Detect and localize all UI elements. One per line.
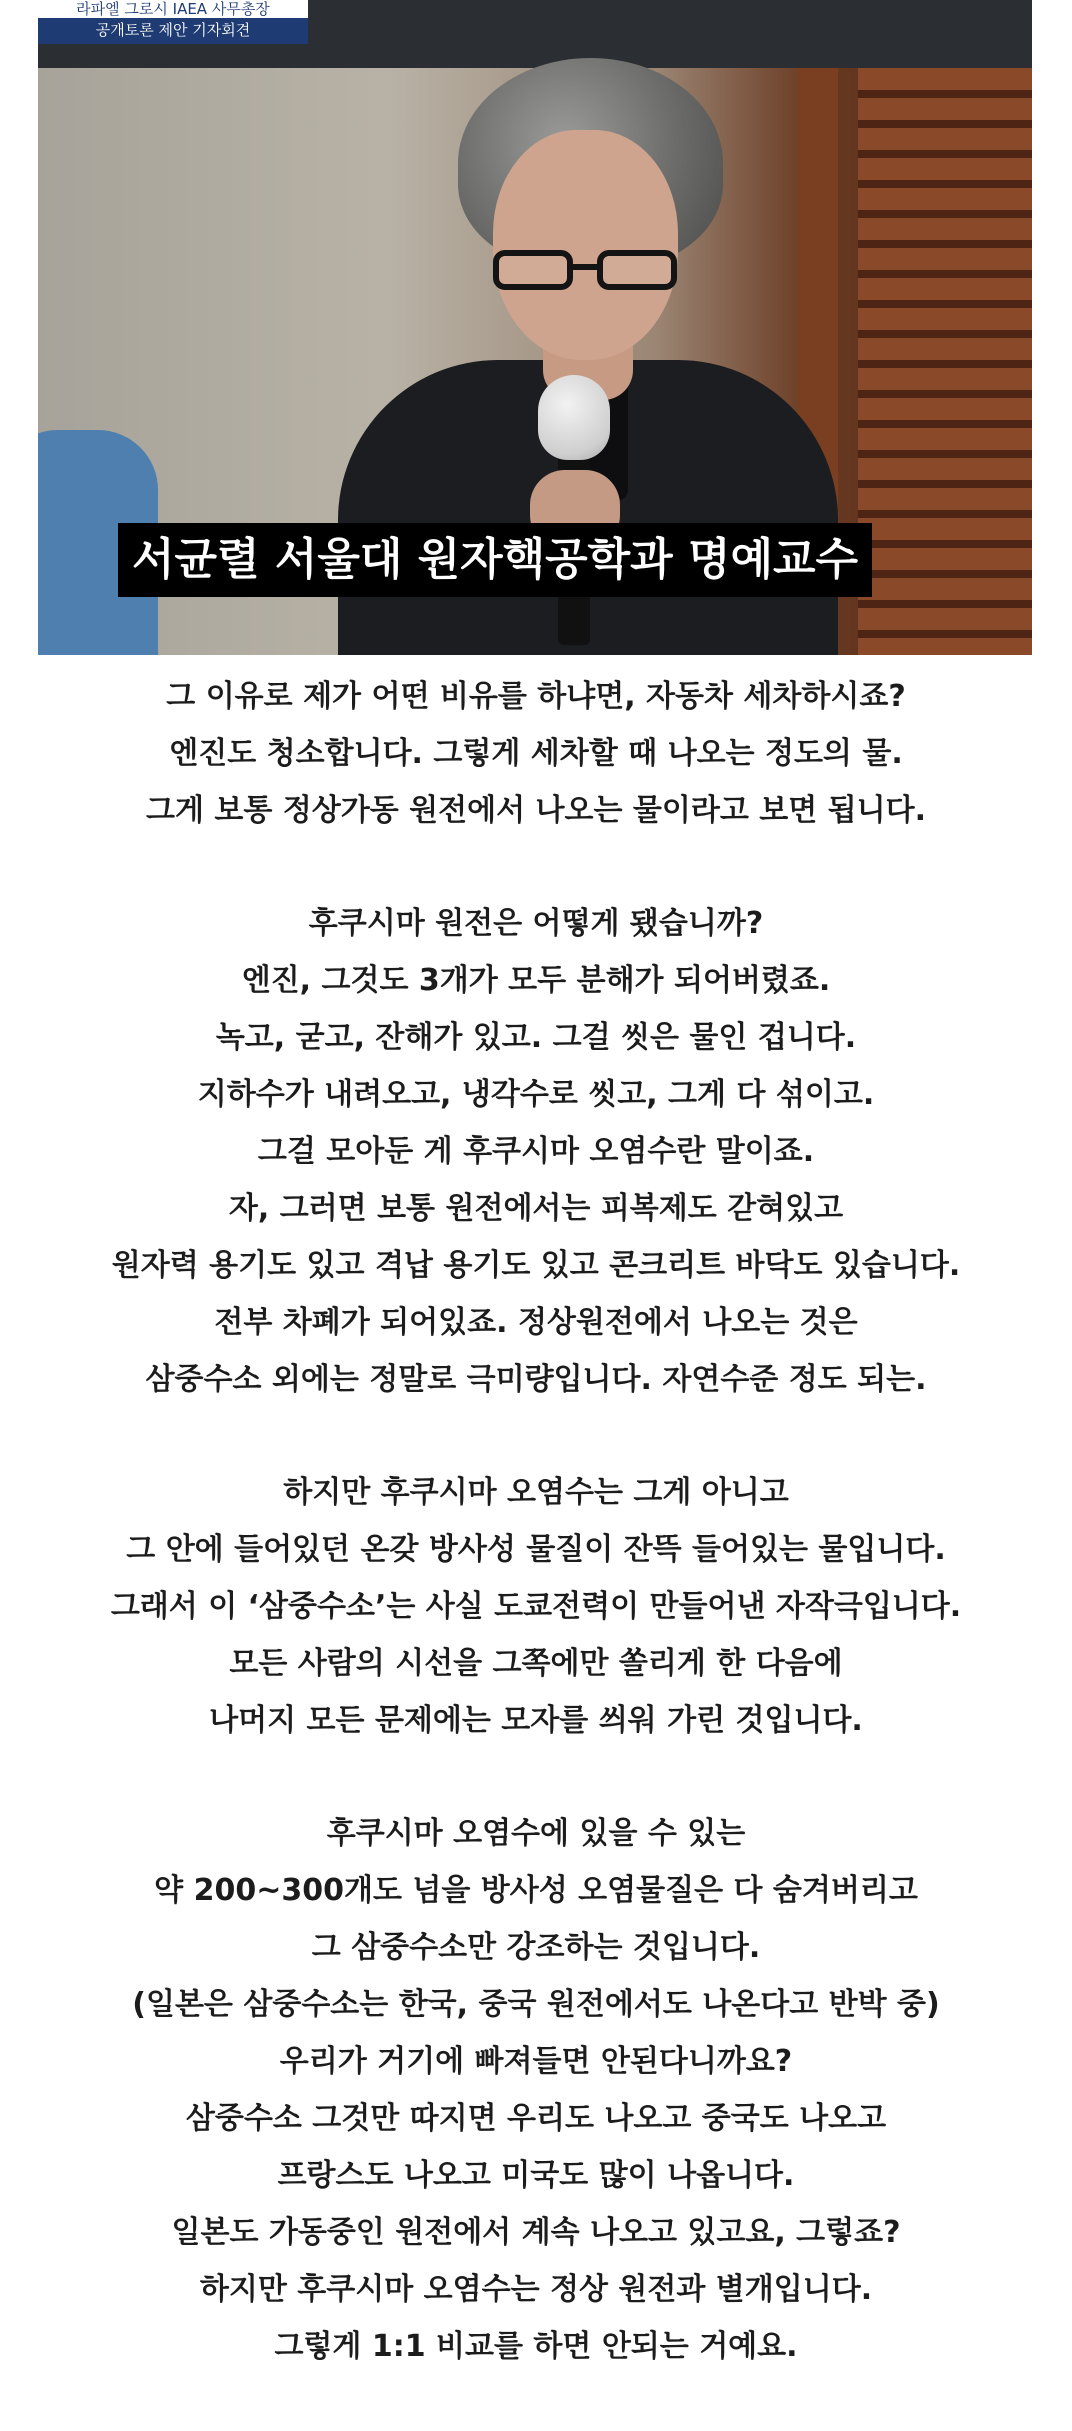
text-line: 하지만 후쿠시마 오염수는 그게 아니고 [283, 1475, 789, 1510]
paragraph-3 [0, 1464, 1072, 1749]
text-line: 녹고, 굳고, 잔해가 있고. 그걸 씻은 물인 겁니다. [215, 1020, 857, 1055]
text-line: 그 이유로 제가 어떤 비유를 하냐면, 자동차 세차하시죠? [166, 679, 906, 714]
speaker-name-caption: 서균렬 서울대 원자핵공학과 명예교수 [118, 523, 872, 597]
event-caption-line1: 라파엘 그로시 IAEA 사무총장 [38, 0, 308, 18]
speaker-face [493, 130, 678, 360]
text-line: 엔진도 청소합니다. 그렇게 세차할 때 나오는 정도의 물. [169, 736, 903, 771]
text-line: 하지만 후쿠시마 오염수는 정상 원전과 별개입니다. [199, 2272, 873, 2307]
text-line: 그렇게 1:1 비교를 하면 안되는 거예요. [274, 2329, 798, 2364]
text-line: 그게 보통 정상가동 원전에서 나오는 물이라고 보면 됩니다. [145, 793, 927, 828]
microphone-icon [538, 375, 610, 460]
text-line: 우리가 거기에 빠져들면 안된다니까요? [279, 2044, 793, 2079]
text-line: 그 안에 들어있던 온갖 방사성 물질이 잔뜩 들어있는 물입니다. [126, 1532, 946, 1567]
wood-slat-wall [858, 68, 1032, 655]
paragraph-1 [0, 668, 1072, 839]
text-line: 후쿠시마 오염수에 있을 수 있는 [326, 1816, 746, 1851]
text-line: (일본은 삼중수소는 한국, 중국 원전에서도 나온다고 반박 중) [132, 1987, 940, 2022]
text-line: 약 200~300개도 넘을 방사성 오염물질은 다 숨겨버리고 [154, 1873, 918, 1908]
text-line: 그래서 이 ‘삼중수소’는 사실 도쿄전력이 만들어낸 자작극입니다. [110, 1589, 962, 1624]
article-body [0, 668, 1072, 2431]
text-line: 원자력 용기도 있고 격납 용기도 있고 콘크리트 바닥도 있습니다. [111, 1248, 961, 1283]
text-line: 그걸 모아둔 게 후쿠시마 오염수란 말이죠. [257, 1134, 815, 1169]
paragraph-4 [0, 1805, 1072, 2375]
text-line: 그 삼중수소만 강조하는 것입니다. [311, 1930, 761, 1965]
paragraph-2 [0, 895, 1072, 1408]
text-line: 나머지 모든 문제에는 모자를 씌워 가린 것입니다. [209, 1703, 863, 1738]
text-line: 자, 그러면 보통 원전에서는 피복제도 갇혀있고 [228, 1191, 844, 1226]
text-line: 일본도 가동중인 원전에서 계속 나오고 있고요, 그렇죠? [171, 2215, 901, 2250]
glasses-icon [493, 250, 683, 296]
text-line: 프랑스도 나오고 미국도 많이 나옵니다. [277, 2158, 795, 2193]
text-line: 삼중수소 그것만 따지면 우리도 나오고 중국도 나오고 [185, 2101, 887, 2136]
event-caption-line2: 공개토론 제안 기자회견 [95, 21, 251, 39]
text-line: 엔진, 그것도 3개가 모두 분해가 되어버렸죠. [241, 963, 831, 998]
text-line: 삼중수소 외에는 정말로 극미량입니다. 자연수준 정도 되는. [145, 1362, 927, 1397]
video-still [38, 0, 1032, 655]
text-line: 모든 사람의 시선을 그쪽에만 쏠리게 한 다음에 [229, 1646, 843, 1681]
event-caption-chip [38, 0, 308, 44]
text-line: 전부 차폐가 되어있죠. 정상원전에서 나오는 것은 [214, 1305, 858, 1340]
text-line: 후쿠시마 원전은 어떻게 됐습니까? [308, 906, 764, 941]
text-line: 지하수가 내려오고, 냉각수로 씻고, 그게 다 섞이고. [197, 1077, 875, 1112]
